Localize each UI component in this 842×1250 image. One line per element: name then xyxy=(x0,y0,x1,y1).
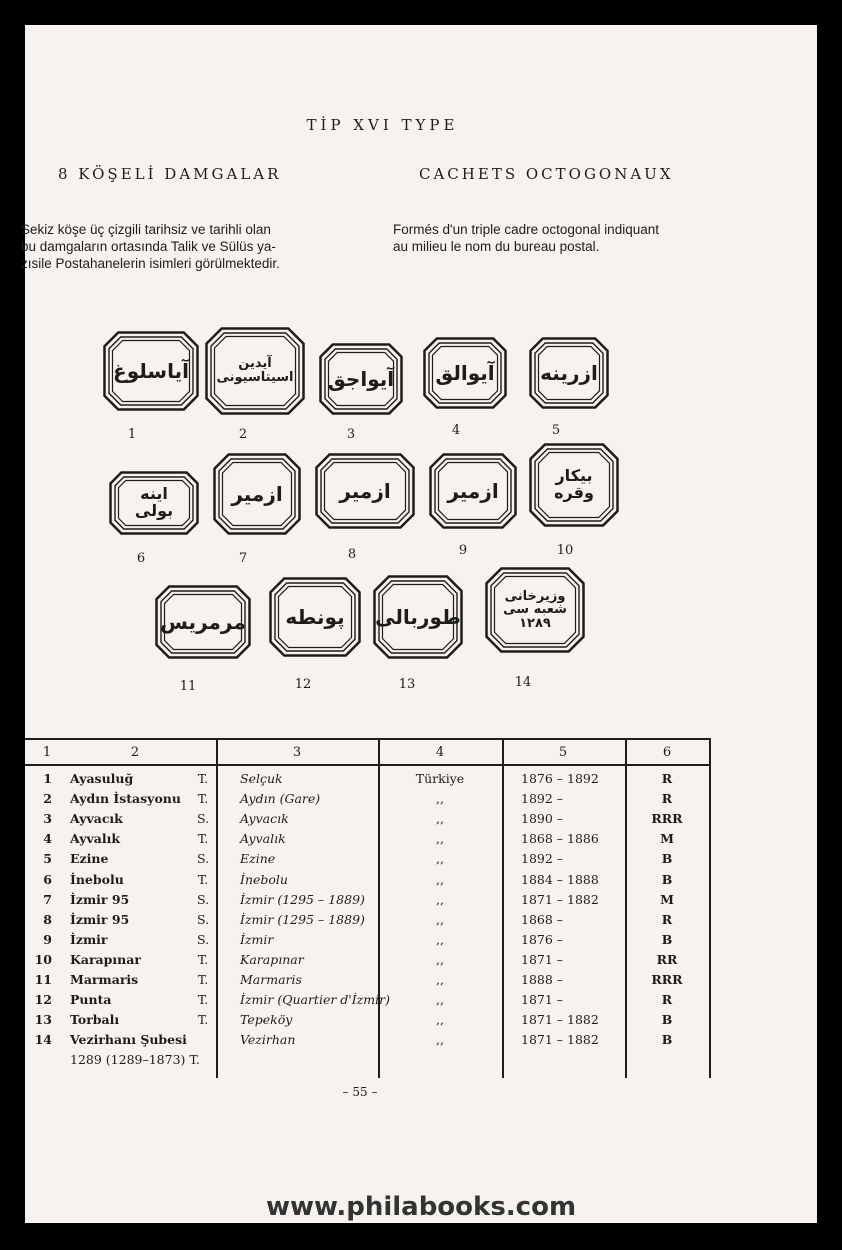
rarity: RR xyxy=(656,951,678,967)
stamp-number: 11 xyxy=(179,679,197,694)
place-name: İzmir (1295 – 1889) xyxy=(240,891,365,907)
years: 1876 – xyxy=(521,931,564,947)
rarity: R xyxy=(661,992,673,1008)
script-type: T. xyxy=(197,831,209,847)
rarity: RRR xyxy=(651,972,683,987)
heading-french: CACHETS OCTOGONAUX xyxy=(419,165,674,183)
table-row xyxy=(25,811,713,831)
table-row-continuation xyxy=(25,1052,713,1072)
row-number: 9 xyxy=(43,931,52,947)
office-name: Torbalı xyxy=(70,1012,120,1028)
years: 1884 – 1888 xyxy=(521,871,599,887)
office-name: Ezine xyxy=(70,851,109,867)
place-name: İzmir xyxy=(240,931,274,947)
octagonal-stamp xyxy=(269,577,361,657)
place-name: Vezirhan xyxy=(240,1032,296,1048)
heading-turkish: 8 KÖŞELİ DAMGALAR xyxy=(58,165,282,183)
country: ,, xyxy=(436,992,444,1008)
country: ,, xyxy=(436,831,444,847)
row-number: 8 xyxy=(43,911,52,927)
column-header: 3 xyxy=(292,745,302,760)
postmark-table xyxy=(25,738,713,1078)
stamp-number: 4 xyxy=(451,423,461,438)
stamp-number: 9 xyxy=(458,543,468,558)
table-row xyxy=(25,952,713,972)
office-name: İzmir xyxy=(70,931,108,947)
script-type: T. xyxy=(197,992,209,1008)
office-name: Ayasuluğ xyxy=(70,771,134,786)
place-name: Tepeköy xyxy=(240,1012,293,1028)
table-row xyxy=(25,912,713,932)
country: ,, xyxy=(436,791,444,807)
years: 1890 – xyxy=(521,811,564,827)
rarity: B xyxy=(661,871,673,887)
script-type: T. xyxy=(197,1012,209,1028)
years: 1876 – 1892 xyxy=(521,771,599,786)
row-number: 6 xyxy=(43,871,52,887)
octagonal-stamp xyxy=(109,471,199,535)
table-row xyxy=(25,972,713,992)
place-name: Karapınar xyxy=(240,951,304,967)
table-row xyxy=(25,992,713,1012)
table-row xyxy=(25,932,713,952)
years: 1888 – xyxy=(521,972,564,987)
stamp-inscription: آيدين اسيتاسيونى xyxy=(216,356,294,385)
stamp-inscription: آيوالق xyxy=(435,360,495,385)
book-page xyxy=(21,25,817,1223)
office-name-continuation: 1289 (1289–1873) T. xyxy=(70,1052,200,1068)
office-name: İzmir 95 xyxy=(70,911,130,927)
stamp-inscription: طوربالى xyxy=(375,604,461,629)
stamp-number: 7 xyxy=(238,551,248,566)
place-name: Selçuk xyxy=(240,771,283,786)
octagonal-stamp xyxy=(423,337,507,409)
stamp-number: 6 xyxy=(136,551,146,566)
office-name: Ayvalık xyxy=(70,831,120,847)
stamp-inscription: ازرينه xyxy=(540,360,598,385)
row-number: 13 xyxy=(34,1012,52,1028)
column-header: 5 xyxy=(558,745,568,760)
stamp-number: 5 xyxy=(551,423,561,438)
stamp-inscription: ازمير xyxy=(447,478,499,503)
country: Türkiye xyxy=(415,771,465,786)
octagonal-stamp xyxy=(319,343,403,415)
years: 1871 – xyxy=(521,992,564,1008)
rarity: B xyxy=(661,851,673,867)
place-name: Aydın (Gare) xyxy=(240,791,321,807)
stamp-number: 14 xyxy=(514,675,532,690)
row-number: 10 xyxy=(34,951,52,967)
table-top-rule xyxy=(25,738,711,740)
octagonal-stamp xyxy=(213,453,301,535)
page-number: – 55 – xyxy=(342,1085,378,1099)
column-header: 6 xyxy=(662,745,672,760)
place-name: İnebolu xyxy=(240,871,288,887)
type-title: TİP XVI TYPE xyxy=(306,116,459,134)
paragraph-line: Sekiz köşe üç çizgili tarihsiz ve tarihli olan xyxy=(21,222,271,237)
years: 1871 – xyxy=(521,951,564,967)
octagonal-stamp xyxy=(373,575,463,659)
script-type: T. xyxy=(197,951,209,967)
office-name: Ayvacık xyxy=(70,811,123,827)
table-row xyxy=(25,771,713,791)
country: ,, xyxy=(436,871,444,887)
row-number: 11 xyxy=(34,972,52,987)
country: ,, xyxy=(436,951,444,967)
table-row xyxy=(25,872,713,892)
table-header-rule xyxy=(25,764,711,766)
row-number: 2 xyxy=(43,791,52,807)
script-type: T. xyxy=(197,972,209,987)
country: ,, xyxy=(436,891,444,907)
years: 1871 – 1882 xyxy=(521,891,599,907)
country: ,, xyxy=(436,972,444,987)
stamp-inscription: وزيرخانى شعبه سى ١٢٨٩ xyxy=(503,588,567,631)
stamp-inscription: ازمير xyxy=(339,478,391,503)
rarity: R xyxy=(661,791,673,807)
stamp-inscription: اينه بولى xyxy=(134,484,174,520)
stamp-number: 10 xyxy=(556,543,574,558)
country: ,, xyxy=(436,851,444,867)
rarity: B xyxy=(661,1012,673,1028)
stamp-inscription: پونطه xyxy=(285,604,345,629)
stamp-inscription: آيواجق xyxy=(327,366,395,391)
octagonal-stamp xyxy=(429,453,517,529)
script-type: S. xyxy=(196,891,210,907)
script-type: S. xyxy=(196,811,210,827)
rarity: M xyxy=(660,891,674,907)
octagonal-stamp xyxy=(103,331,199,411)
row-number: 1 xyxy=(43,771,52,786)
octagonal-stamp xyxy=(529,443,619,527)
column-header: 1 xyxy=(42,745,52,760)
stamp-number: 2 xyxy=(238,427,248,442)
office-name: Karapınar xyxy=(70,951,141,967)
paragraph-line: zısile Postahanelerin isimleri görülmektedir. xyxy=(21,256,280,271)
stamp-number: 8 xyxy=(347,547,357,562)
country: ,, xyxy=(436,1012,444,1028)
script-type: S. xyxy=(196,911,210,927)
paragraph-line: bu damgaların ortasında Talik ve Sülüs ya- xyxy=(21,239,276,254)
rarity: R xyxy=(661,771,673,786)
paragraph-line: au milieu le nom du bureau postal. xyxy=(393,239,600,254)
office-name: İzmir 95 xyxy=(70,891,130,907)
stamp-number: 12 xyxy=(294,677,312,692)
years: 1868 – 1886 xyxy=(521,831,599,847)
octagonal-stamp xyxy=(155,585,251,659)
row-number: 5 xyxy=(43,851,52,867)
place-name: Ayvalık xyxy=(240,831,286,847)
script-type: S. xyxy=(196,851,210,867)
office-name: Punta xyxy=(70,992,112,1008)
row-number: 12 xyxy=(34,992,52,1008)
rarity: RRR xyxy=(651,811,683,827)
stamp-number: 1 xyxy=(127,427,137,442)
stamp-number: 3 xyxy=(346,427,356,442)
column-header: 4 xyxy=(435,745,445,760)
octagonal-stamp xyxy=(315,453,415,529)
office-name: Aydın İstasyonu xyxy=(70,791,181,807)
rarity: R xyxy=(661,911,673,927)
place-name: Ayvacık xyxy=(240,811,289,827)
years: 1892 – xyxy=(521,851,564,867)
office-name: İnebolu xyxy=(70,871,124,887)
place-name: Marmaris xyxy=(240,972,302,987)
rarity: B xyxy=(661,931,673,947)
script-type: T. xyxy=(197,871,209,887)
script-type: T. xyxy=(197,771,209,786)
row-number: 7 xyxy=(43,891,52,907)
script-type: T. xyxy=(197,791,209,807)
octagonal-stamp xyxy=(205,327,305,415)
paragraph-french xyxy=(393,221,713,255)
script-type: S. xyxy=(196,931,210,947)
years: 1871 – 1882 xyxy=(521,1012,599,1028)
country: ,, xyxy=(436,1032,444,1048)
table-row xyxy=(25,851,713,871)
row-number: 3 xyxy=(43,811,52,827)
table-row xyxy=(25,831,713,851)
stamp-inscription: آياسلوغ xyxy=(113,358,189,383)
octagonal-stamp xyxy=(485,567,585,653)
octagonal-stamp xyxy=(529,337,609,409)
stamp-inscription: ازمير xyxy=(231,481,283,506)
stamp-inscription: بيكار وقره xyxy=(554,466,594,502)
table-row xyxy=(25,892,713,912)
table-row xyxy=(25,791,713,811)
footer-url[interactable]: www.philabooks.com xyxy=(265,1192,577,1222)
years: 1892 – xyxy=(521,791,564,807)
place-name: İzmir (Quartier d'İzmir) xyxy=(240,992,390,1008)
rarity: B xyxy=(661,1032,673,1048)
stamp-inscription: مرمريس xyxy=(160,609,246,634)
table-row xyxy=(25,1032,713,1052)
office-name: Marmaris xyxy=(70,972,139,987)
stamp-number: 13 xyxy=(398,677,416,692)
table-row xyxy=(25,1012,713,1032)
place-name: İzmir (1295 – 1889) xyxy=(240,911,365,927)
paragraph-turkish xyxy=(21,221,333,272)
country: ,, xyxy=(436,811,444,827)
years: 1871 – 1882 xyxy=(521,1032,599,1048)
office-name: Vezirhanı Şubesi xyxy=(70,1032,187,1048)
row-number: 14 xyxy=(34,1032,52,1048)
paragraph-line: Formés d'un triple cadre octogonal indiquant xyxy=(393,222,659,237)
row-number: 4 xyxy=(43,831,52,847)
rarity: M xyxy=(660,831,674,847)
country: ,, xyxy=(436,911,444,927)
place-name: Ezine xyxy=(240,851,276,867)
years: 1868 – xyxy=(521,911,564,927)
country: ,, xyxy=(436,931,444,947)
column-header: 2 xyxy=(130,745,140,760)
